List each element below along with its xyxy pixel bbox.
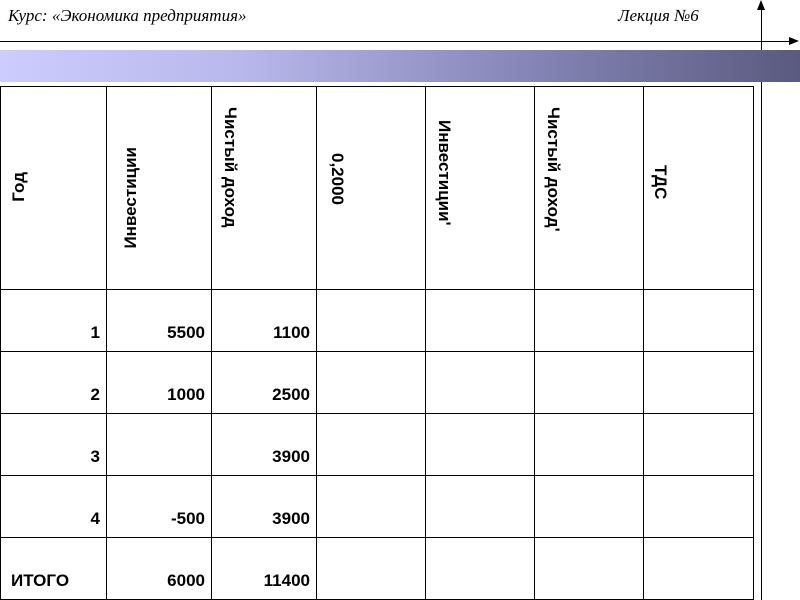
column-header-investments-prime: Инвестиции' [426, 87, 535, 290]
lecture-number: Лекция №6 [618, 6, 699, 25]
net-income-cell: 3900 [212, 414, 317, 476]
year-cell: 1 [1, 290, 107, 352]
net-income-total-cell: 11400 [212, 538, 317, 600]
column-header-net-income: Чистый доход [212, 87, 317, 290]
table-total-row [1, 538, 754, 600]
year-cell: 4 [1, 476, 107, 538]
rate-cell [317, 476, 426, 538]
rate-cell [317, 538, 426, 600]
table-row [1, 290, 754, 352]
net-income-cell: 2500 [212, 352, 317, 414]
vertical-divider-line [761, 10, 762, 600]
net-income-prime-cell [535, 476, 644, 538]
total-label-cell: ИТОГО [1, 538, 107, 600]
table-header-row [1, 87, 754, 290]
data-table [0, 86, 754, 600]
tds-cell [644, 414, 754, 476]
net-income-prime-cell [535, 538, 644, 600]
rate-cell [317, 290, 426, 352]
investments-prime-cell [426, 290, 535, 352]
right-arrow-icon [789, 37, 799, 45]
table-row [1, 352, 754, 414]
column-header-tds: ТДС [644, 87, 754, 290]
net-income-prime-cell [535, 290, 644, 352]
investments-cell [107, 414, 212, 476]
net-income-cell: 1100 [212, 290, 317, 352]
investments-prime-cell [426, 414, 535, 476]
tds-cell [644, 538, 754, 600]
column-header-net-income-prime: Чистый доход' [535, 87, 644, 290]
net-income-prime-cell [535, 352, 644, 414]
investments-prime-cell [426, 538, 535, 600]
net-income-prime-cell [535, 414, 644, 476]
tds-cell [644, 476, 754, 538]
investments-cell: -500 [107, 476, 212, 538]
year-cell: 3 [1, 414, 107, 476]
investments-prime-cell [426, 476, 535, 538]
investments-cell: 5500 [107, 290, 212, 352]
course-title: Курс: «Экономика предприятия» [8, 6, 247, 25]
header-divider-line [0, 41, 789, 42]
column-header-investments: Инвестиции [107, 87, 212, 290]
tds-cell [644, 290, 754, 352]
investments-total-cell: 6000 [107, 538, 212, 600]
investments-cell: 1000 [107, 352, 212, 414]
rate-cell [317, 352, 426, 414]
tds-cell [644, 352, 754, 414]
table-row [1, 476, 754, 538]
year-cell: 2 [1, 352, 107, 414]
column-header-year: Год [1, 87, 107, 290]
table-row [1, 414, 754, 476]
investments-prime-cell [426, 352, 535, 414]
column-header-rate: 0,2000 [317, 87, 426, 290]
gradient-banner [0, 50, 800, 82]
rate-cell [317, 414, 426, 476]
up-arrow-icon [757, 0, 765, 10]
net-income-cell: 3900 [212, 476, 317, 538]
